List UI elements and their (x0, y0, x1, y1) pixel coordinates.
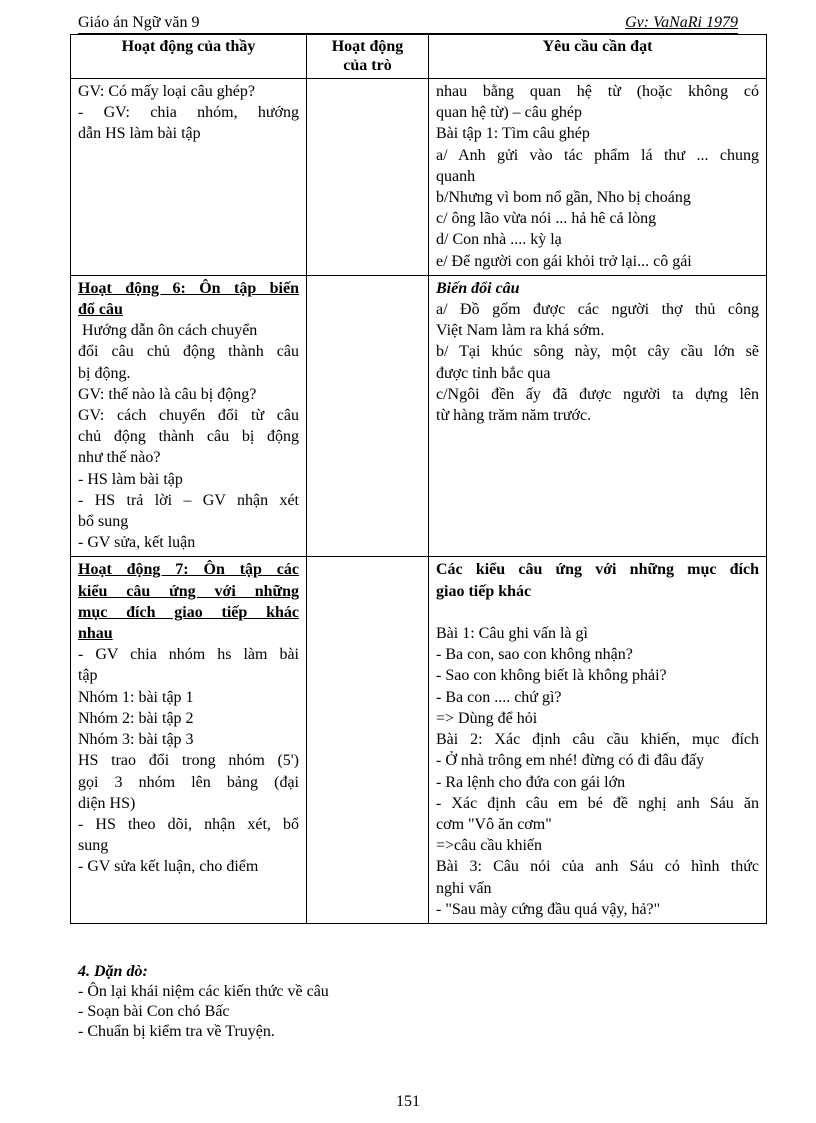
cell-line: Nhóm 1: bài tập 1 (78, 688, 194, 706)
cell-line: quanh (436, 167, 476, 185)
table-row (71, 557, 767, 923)
cell-line: - GV chia nhóm hs làm bài (78, 646, 299, 664)
header-student-activity: Hoạt động của trò (307, 35, 429, 79)
cell-line: sung (78, 837, 109, 855)
cell-line: - GV sửa, kết luận (78, 534, 196, 552)
cell-line: tập (78, 667, 98, 685)
cell-line: a/ Đồ gốm được các người thợ thủ công (436, 301, 759, 319)
cell-line: được tỉnh bắc qua (436, 364, 551, 382)
homework-item: - Soạn bài Con chó Bấc (78, 1003, 230, 1020)
requirements-cell (429, 557, 767, 923)
table-row (71, 275, 767, 557)
cell-line: HS trao đổi trong nhóm (5') (78, 752, 299, 770)
cell-line: Nhóm 3: bài tập 3 (78, 731, 194, 749)
cell-line: - GV: chia nhóm, hướng (78, 104, 299, 122)
activity-heading: mục đích giao tiếp khác (78, 603, 299, 621)
cell-line: - Xác định câu em bé đề nghị anh Sáu ăn (436, 794, 759, 812)
student-cell (307, 557, 429, 923)
homework-item: - Chuẩn bị kiểm tra về Truyện. (78, 1023, 275, 1040)
homework-title: 4. Dặn dò: (78, 963, 148, 980)
cell-line: - HS theo dõi, nhận xét, bổ (78, 815, 299, 833)
homework-section (78, 962, 329, 1042)
requirements-heading: Biến đổi câu (436, 279, 520, 297)
cell-line: - HS trả lời – GV nhận xét (78, 491, 299, 509)
cell-line: gọi 3 nhóm lên bảng (đại (78, 773, 299, 791)
activity-heading: đổ câu (78, 301, 123, 319)
cell-line: từ hàng trăm năm trước. (436, 407, 592, 425)
teacher-cell (71, 79, 307, 276)
cell-line: b/Nhưng vì bom nổ gần, Nho bị choáng (436, 189, 691, 207)
cell-line: c/Ngôi đền ấy đã được người ta dựng lên (436, 385, 759, 403)
cell-line: cơm "Vô ăn cơm" (436, 815, 552, 833)
cell-line: GV: thế nào là câu bị động? (78, 385, 257, 403)
spacer (436, 602, 759, 623)
student-cell (307, 79, 429, 276)
cell-line: - Sao con không biết là không phải? (436, 667, 667, 685)
cell-line: bổ sung (78, 513, 129, 531)
requirements-cell (429, 79, 767, 276)
cell-line: e/ Để người con gái khỏi trở lại... cô gái (436, 252, 692, 270)
cell-line: Bài 3: Câu nói của anh Sáu có hình thức (436, 858, 759, 876)
cell-line: - Ra lệnh cho đứa con gái lớn (436, 773, 626, 791)
cell-line: - Ở nhà trông em nhé! đừng có đi đâu đấy (436, 752, 705, 770)
cell-line: Bài 1: Câu ghi vấn là gì (436, 625, 588, 643)
cell-line: Hướng dẫn ôn cách chuyển (78, 322, 258, 340)
cell-line: d/ Con nhà .... kỳ lạ (436, 231, 562, 249)
cell-line: bị động. (78, 364, 131, 382)
cell-line: Việt Nam làm ra khá sớm. (436, 322, 605, 340)
cell-line: - Ba con, sao con không nhận? (436, 646, 633, 664)
cell-line: - HS làm bài tập (78, 470, 183, 488)
cell-line: nhau bằng quan hệ từ (hoặc không có (436, 83, 759, 100)
cell-line: GV: Có mấy loại câu ghép? (78, 83, 255, 100)
cell-line: đổi câu chủ động thành câu (78, 343, 299, 361)
cell-line: GV: cách chuyển đổi từ câu (78, 407, 299, 425)
cell-line: quan hệ từ) – câu ghép (436, 104, 582, 122)
cell-line: c/ ông lão vừa nói ... hả hê cả lòng (436, 210, 657, 228)
student-cell (307, 275, 429, 557)
homework-item: - Ôn lại khái niệm các kiến thức về câu (78, 983, 329, 1000)
activity-heading: Hoạt động 7: Ôn tập các (78, 561, 299, 579)
cell-line: Nhóm 2: bài tập 2 (78, 709, 194, 727)
table-row (71, 79, 767, 276)
cell-line: => Dùng để hỏi (436, 709, 538, 727)
requirements-heading: giao tiếp khác (436, 582, 532, 600)
header-teacher-activity: Hoạt động của thầy (71, 35, 307, 79)
cell-line: a/ Anh gửi vào tác phẩm lá thư ... chung (436, 146, 759, 164)
page-header (78, 14, 738, 34)
lesson-plan-table (70, 34, 767, 924)
cell-line: b/ Tại khúc sông này, một cây cầu lớn sẽ (436, 343, 759, 361)
cell-line: =>câu cầu khiến (436, 837, 542, 855)
activity-heading: nhau (78, 625, 113, 643)
header-teacher: Gv: VaNaRi 1979 (625, 14, 738, 31)
activity-heading: Hoạt động 6: Ôn tập biến (78, 279, 299, 297)
cell-line: dẫn HS làm bài tập (78, 125, 201, 143)
cell-line: - Ba con .... chứ gì? (436, 688, 562, 706)
cell-line: - GV sửa kết luận, cho điểm (78, 858, 259, 876)
cell-line: nghi vấn (436, 879, 492, 897)
teacher-cell (71, 275, 307, 557)
cell-line: - "Sau mày cứng đầu quá vậy, hả?" (436, 900, 661, 918)
cell-line: chủ động thành câu bị động (78, 428, 299, 446)
header-subject: Giáo án Ngữ văn 9 (78, 14, 200, 31)
activity-heading: kiểu câu ứng với những (78, 582, 299, 600)
cell-line: Bài tập 1: Tìm câu ghép (436, 125, 590, 143)
cell-line: như thế nào? (78, 449, 161, 467)
requirements-heading: Các kiểu câu ứng với những mục đích (436, 561, 759, 579)
cell-line: diện HS) (78, 794, 136, 812)
requirements-cell (429, 275, 767, 557)
table-header-row (71, 35, 767, 79)
teacher-cell (71, 557, 307, 923)
cell-line: Bài 2: Xác định câu cầu khiến, mục đích (436, 731, 759, 749)
page-number: 151 (396, 1093, 420, 1110)
header-requirements: Yêu cầu cần đạt (429, 35, 767, 79)
